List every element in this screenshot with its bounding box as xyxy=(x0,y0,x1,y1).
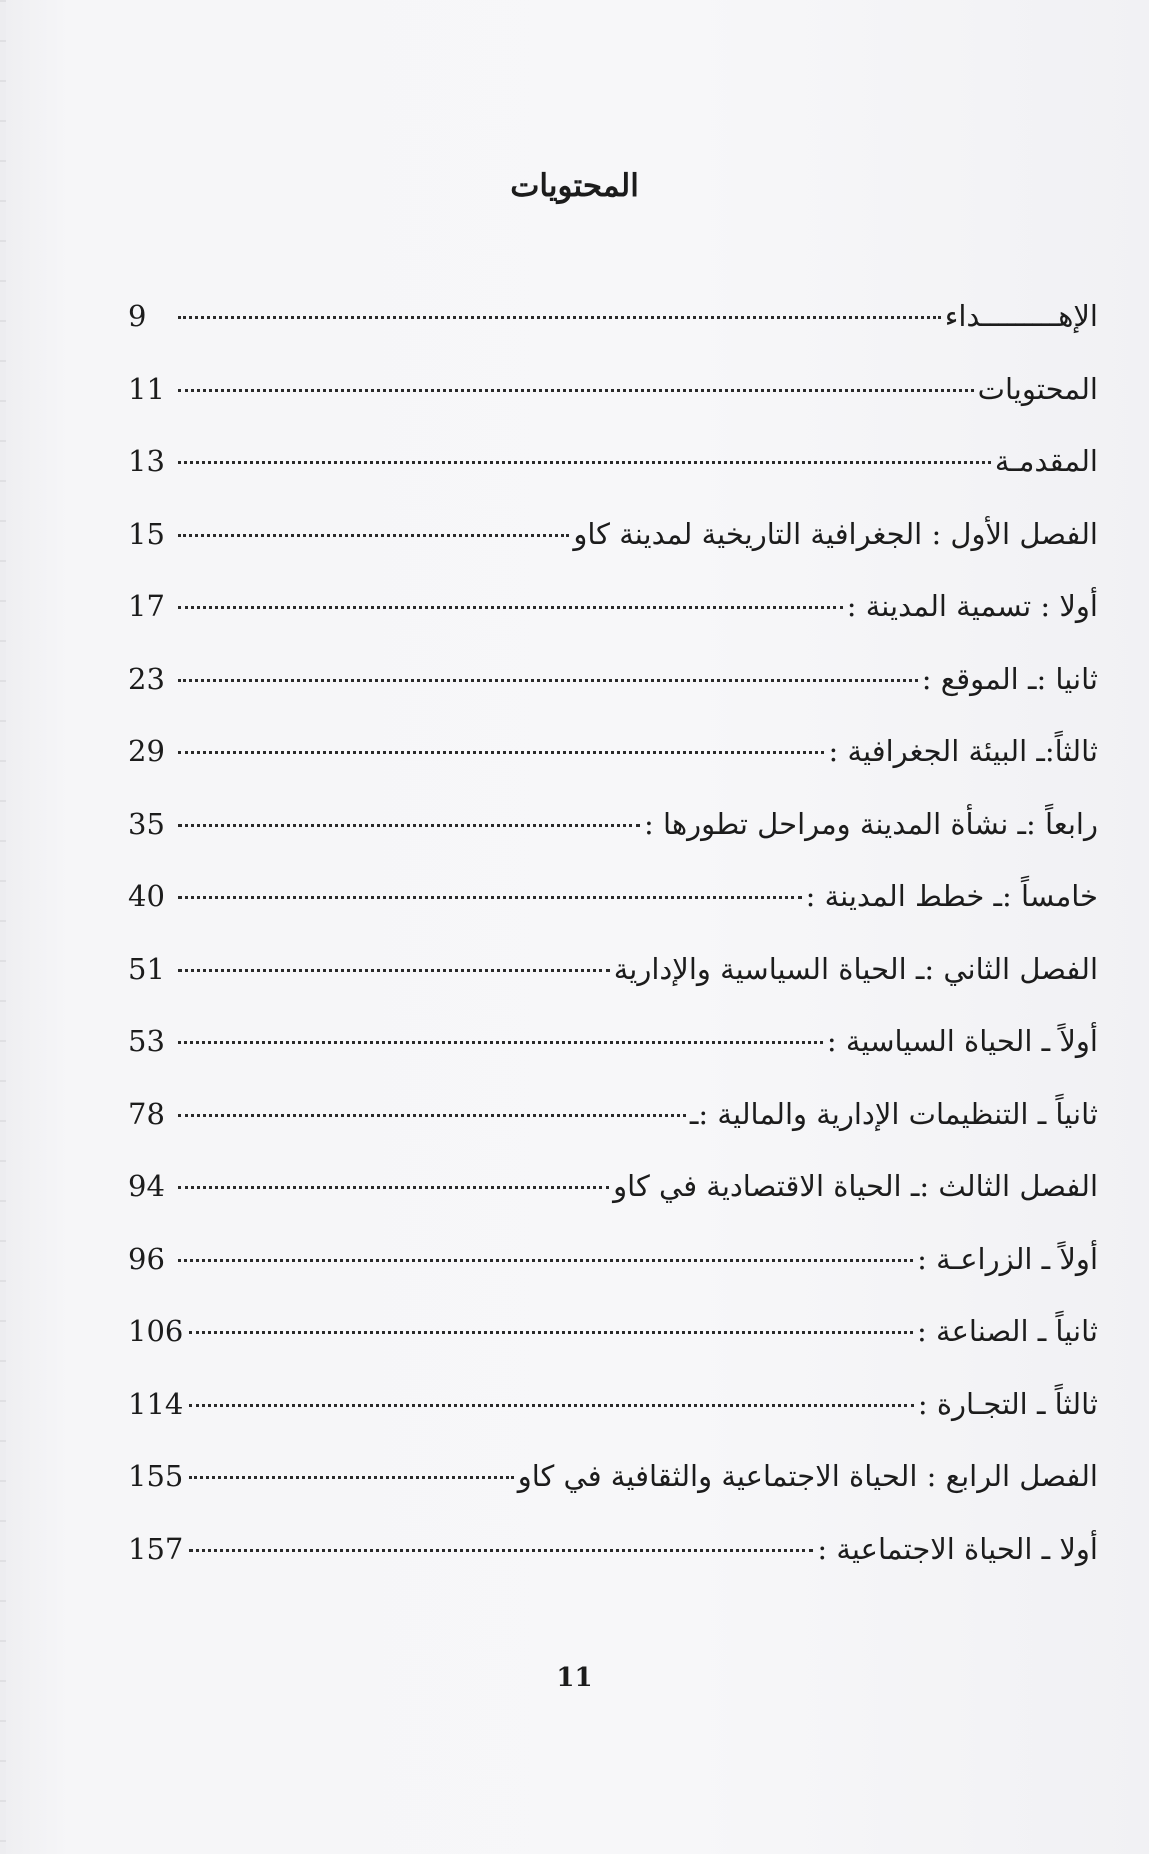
toc-entry-page: 78 xyxy=(128,1096,165,1131)
toc-entry-title: الفصل الثالث :ـ الحياة الاقتصادية في كاو xyxy=(613,1169,1098,1203)
toc-entry-title: أولاً ـ الحياة السياسية : xyxy=(826,1024,1098,1058)
toc-entry-page: 51 xyxy=(128,951,165,986)
dot-leader xyxy=(178,751,824,754)
toc-entry xyxy=(128,296,1098,369)
dot-leader xyxy=(178,1041,823,1044)
dot-leader xyxy=(178,1259,913,1262)
toc-entry-page: 11 xyxy=(128,371,165,406)
dot-leader xyxy=(178,389,974,392)
toc-entry-page: 157 xyxy=(128,1531,184,1566)
toc-entry xyxy=(128,1166,1098,1239)
dot-leader xyxy=(178,534,569,537)
toc-entry xyxy=(128,441,1098,514)
toc-entry-title: خامساً :ـ خطط المدينة : xyxy=(805,879,1098,913)
dot-leader xyxy=(178,896,802,899)
toc-entry-title: أولاً ـ الزراعـة : xyxy=(917,1241,1098,1276)
toc-entry-page: 155 xyxy=(128,1459,184,1493)
toc-entry xyxy=(128,1384,1098,1457)
toc-entry-title: ثالثاً:ـ البيئة الجغرافية : xyxy=(828,734,1098,768)
table-of-contents xyxy=(128,296,1098,1601)
toc-entry xyxy=(128,876,1098,949)
toc-entry-page: 53 xyxy=(128,1024,165,1058)
toc-entry-page: 29 xyxy=(128,734,165,768)
toc-entry xyxy=(128,1529,1098,1602)
toc-entry xyxy=(128,514,1098,587)
dot-leader xyxy=(178,606,843,609)
toc-entry xyxy=(128,369,1098,442)
toc-entry xyxy=(128,1456,1098,1529)
dot-leader xyxy=(178,461,991,464)
dot-leader xyxy=(178,1186,609,1189)
toc-entry-page: 114 xyxy=(128,1386,184,1421)
toc-entry-page: 15 xyxy=(128,516,165,551)
dot-leader xyxy=(189,1404,913,1407)
toc-entry-title: الفصل الأول : الجغرافية التاريخية لمدينة كاو xyxy=(573,516,1098,551)
toc-entry-page: 35 xyxy=(128,806,165,841)
toc-entry xyxy=(128,804,1098,877)
toc-entry-title: المحتويات xyxy=(977,371,1098,406)
dot-leader xyxy=(189,1476,513,1479)
toc-entry-title: ثانيا :ـ الموقع : xyxy=(921,661,1098,696)
dot-leader xyxy=(178,969,610,972)
toc-entry-page: 40 xyxy=(128,879,165,913)
toc-entry xyxy=(128,586,1098,659)
toc-entry-title: ثانياً ـ التنظيمات الإدارية والمالية :ـ xyxy=(689,1096,1098,1131)
toc-entry-title: الفصل الثاني :ـ الحياة السياسية والإدارية xyxy=(613,951,1098,986)
dot-leader xyxy=(178,824,640,827)
toc-entry-page: 94 xyxy=(128,1169,165,1203)
toc-entry-page: 13 xyxy=(128,444,165,478)
dot-leader xyxy=(178,679,918,682)
toc-entry-page: 23 xyxy=(128,661,165,696)
toc-entry-title: الفصل الرابع : الحياة الاجتماعية والثقافية في كاو xyxy=(517,1459,1098,1493)
page-title: المحتويات xyxy=(510,168,639,204)
dot-leader xyxy=(189,1331,913,1334)
toc-entry xyxy=(128,949,1098,1022)
toc-entry-page: 106 xyxy=(128,1314,184,1348)
toc-entry-title: أولا ـ الحياة الاجتماعية : xyxy=(817,1531,1098,1566)
page-edge xyxy=(0,0,6,1854)
toc-entry-page: 96 xyxy=(128,1241,165,1276)
toc-entry xyxy=(128,1094,1098,1167)
dot-leader xyxy=(178,316,941,319)
toc-entry-title: أولا : تسمية المدينة : xyxy=(846,589,1098,623)
toc-entry-title: الإهـــــــــداء xyxy=(944,299,1098,333)
toc-entry-title: ثانياً ـ الصناعة : xyxy=(917,1314,1098,1348)
toc-entry-page: 17 xyxy=(128,589,165,623)
dot-leader xyxy=(189,1549,813,1552)
dot-leader xyxy=(178,1114,686,1117)
toc-entry xyxy=(128,1311,1098,1384)
toc-entry xyxy=(128,659,1098,732)
toc-entry-title: المقدمـة xyxy=(994,444,1098,478)
toc-entry xyxy=(128,731,1098,804)
toc-entry xyxy=(128,1239,1098,1312)
toc-entry-page: 9 xyxy=(128,299,147,333)
toc-entry-title: رابعاً :ـ نشأة المدينة ومراحل تطورها : xyxy=(644,806,1098,841)
toc-entry-title: ثالثاً ـ التجـارة : xyxy=(917,1386,1098,1421)
page-number: 11 xyxy=(556,1663,593,1693)
toc-entry xyxy=(128,1021,1098,1094)
